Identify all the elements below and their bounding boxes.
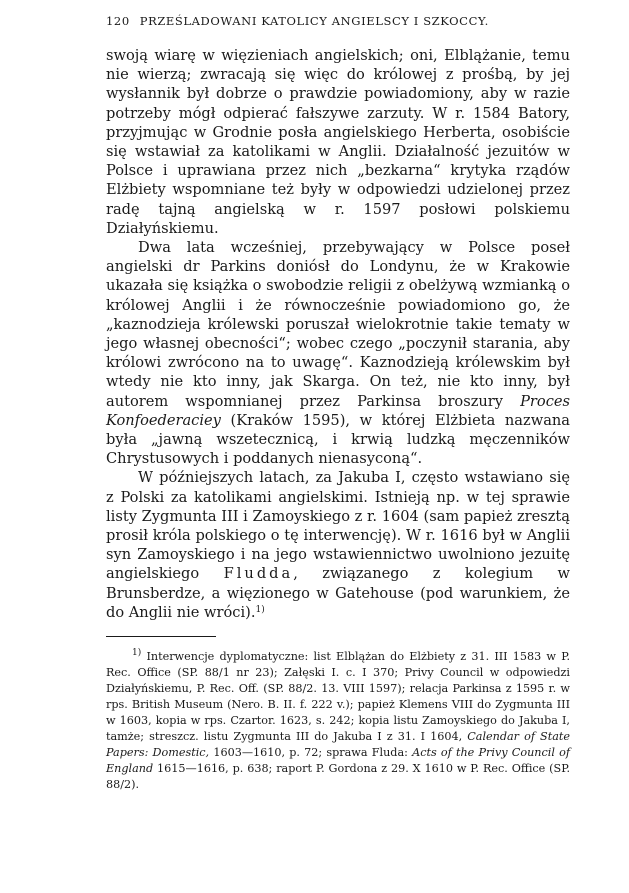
- book-title-proces: Proces Konfoederaciey: [106, 392, 570, 429]
- footnote-1: [106, 649, 570, 793]
- main-text: [106, 46, 570, 622]
- footnote-reference: 1): [255, 604, 265, 615]
- book-page: [106, 14, 570, 793]
- name-fludda: Fludda: [223, 565, 294, 583]
- paragraph-2-text-a: Dwa lata wcześniej, przebywający w Polsce poseł angielski dr Parkins doniósł do Londynu, że w Krakowie ukazała się książka o swobodzie religii z obelżywą wzmianką o królowej Anglii i że równocześnie powiadomiono go, że „kaznodzieja królewski poruszał wielokrotnie takie tematy w jego własnej obecności“; wobec czego „poczynił starania, aby królowi zwrócono na to uwagę“. Kaznodzieją królewskim był wtedy nie kto inny, jak Skarga. On też, nie kto inny, był autorem wspomnianej przez Parkinsa broszury: [106, 239, 570, 410]
- paragraph-2-text-b: (Kraków 1595), w której Elżbieta nazwana była „jawną wszetecznicą, i krwią ludzką męczenników Chrystusowych i poddanych nienasyconą“.: [106, 411, 570, 468]
- footnote-text-2: 1603—1610, p. 72; sprawa Fluda:: [213, 746, 408, 760]
- paragraph-3-text-a: W późniejszych latach, za Jakuba I, często wstawiano się z Polski za katolikami angielskimi. Istnieją np. w tej sprawie listy Zygmunta III i Zamoyskiego z r. 1604 (sam papież zresztą prosił króla polskiego o tę interwencję). W r. 1616 był w Anglii syn Zamoyskiego i na jego wstawiennictwo uwolniono jezuitę angielskiego: [106, 469, 570, 583]
- paragraph-3-text-b: , związanego z kolegium w Brunsberdze, a więzionego w Gatehouse (pod warunkiem, że do Anglii nie wróci).: [106, 565, 570, 621]
- paragraph-2: [106, 238, 570, 468]
- footnote-rule: [106, 636, 216, 637]
- paragraph-1-text: swoją wiarę w więzieniach angielskich; oni, Elblążanie, temu nie wierzą; zwracają się więc do królowej z prośbą, by jej wysłannik był dobrze o prawdzie powiadomiony, aby w razie potrzeby mógł odpierać fałszywe zarzuty. W r. 1584 Batory, przyjmując w Grodnie posła angielskiego Herberta, osobiście się wstawiał za katolikami w Anglii. Działalność jezuitów w Polsce i uprawiana przez nich „bezkarna“ krytyka rządów Elżbiety wspomniane też były w odpowiedzi udzielonej przez radę tajną angielską w r. 1597 posłowi polskiemu Działyńskiemu.: [106, 47, 570, 237]
- footnote-title-calendar: Calendar of State Papers: Domestic,: [106, 730, 571, 760]
- paragraph-1: [106, 46, 570, 238]
- footnotes: [106, 649, 570, 793]
- paragraph-3: [106, 468, 570, 622]
- running-title: PRZEŚLADOWANI KATOLICY ANGIELSCY I SZKOCCY.: [139, 14, 489, 28]
- footnote-text-1: Interwencje dyplomatyczne: list Elblążan do Elżbiety z 31. III 1583 w P. Rec. Office (SP. 88/1 nr 23); Załęski I. c. I 370; Privy Council w odpowiedzi Działyńskiemu, P. Rec. Off. (SP. 88/2. 13. VIII 1597); relacja Parkinsa z 1595 r. w rps. British Museum (Nero. B. II. f. 222 v.); papież Klemens VIII do Zygmunta III w 1603, kopia w rps. Czartor. 1623, s. 242; kopia listu Zamoyskiego do Jakuba I, tamże; streszcz. listu Zygmunta III do Jakuba I z 31. I 1604,: [106, 650, 571, 744]
- page-number: 120: [106, 14, 130, 28]
- running-head: [106, 14, 570, 46]
- footnote-marker: 1): [132, 648, 142, 659]
- footnote-text-3: 1615—1616, p. 638; raport P. Gordona z 29. X 1610 w P. Rec. Office (SP. 88/2).: [106, 762, 571, 792]
- footnote-title-acts: Acts of the Privy Council of England: [106, 746, 571, 776]
